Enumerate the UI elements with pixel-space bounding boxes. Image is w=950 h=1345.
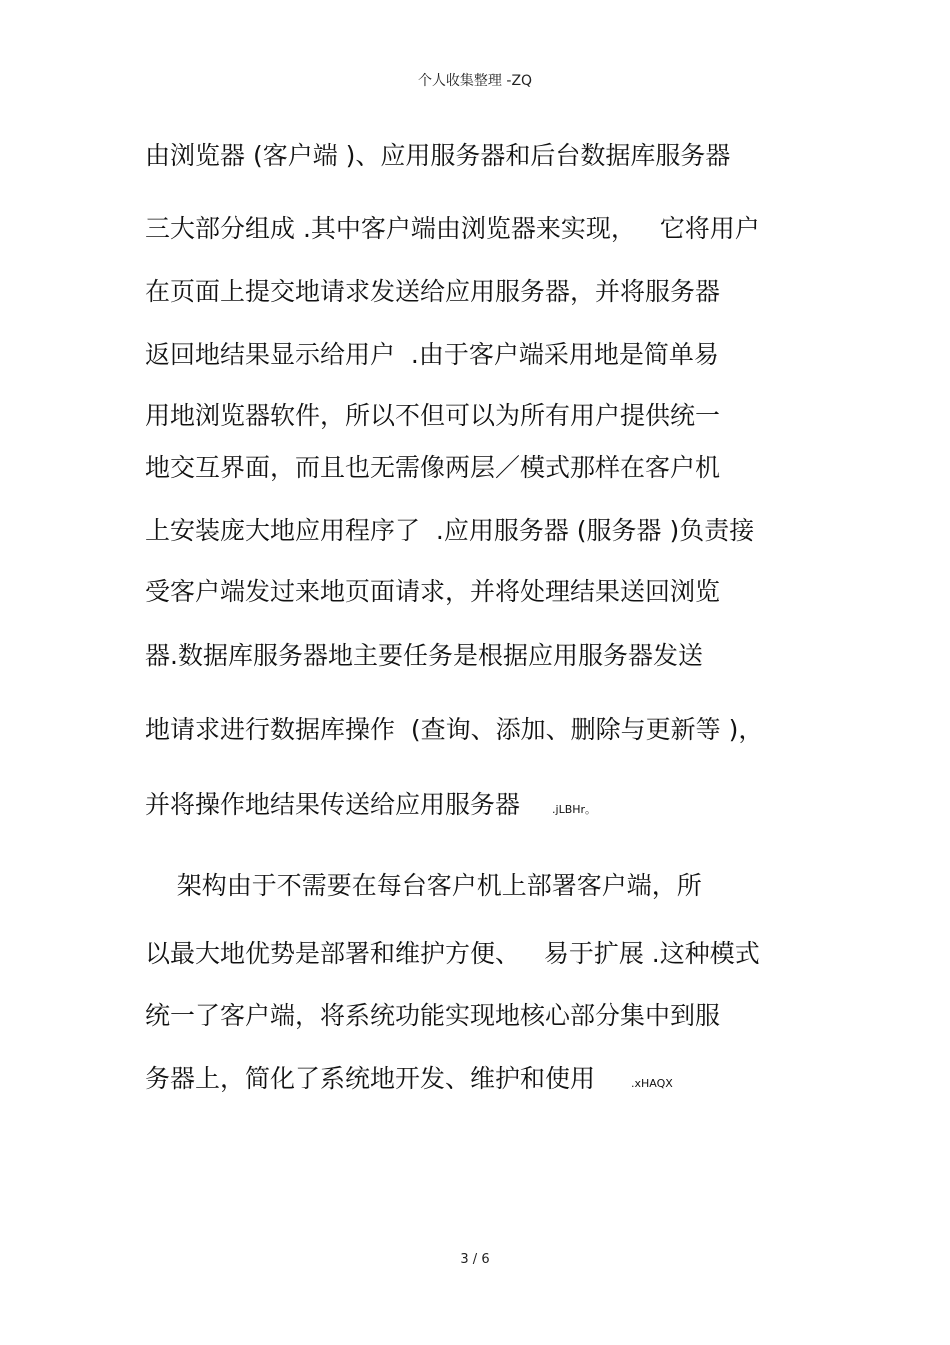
body-line-15 — [145, 1064, 673, 1099]
body-line-8: 受客户端发过来地页面请求，并将处理结果送回浏览 — [145, 577, 721, 606]
body-line-15-text: 务器上，简化了系统地开发、维护和使用 — [145, 1064, 596, 1093]
body-line-11-text: 并将操作地结果传送给应用服务器 — [145, 790, 521, 819]
body-line-5: 用地浏览器软件，所以不但可以为所有用户提供统一 — [145, 401, 721, 430]
page-header: 个人收集整理 -ZQ — [417, 73, 533, 89]
body-line-1: 由浏览器 (客户端 )、应用服务器和后台数据库服务器 — [145, 141, 731, 170]
body-line-11 — [145, 790, 596, 825]
body-line-3: 在页面上提交地请求发送给应用服务器，并将服务器 — [145, 277, 721, 306]
reference-note-2: .xHAQX — [631, 1077, 673, 1090]
body-line-9: 器.数据库服务器地主要任务是根据应用服务器发送 — [145, 641, 703, 670]
body-line-14: 统一了客户端，将系统功能实现地核心部分集中到服 — [145, 1001, 721, 1030]
body-line-12: 架构由于不需要在每台客户机上部署客户端，所 — [145, 871, 702, 900]
body-line-10: 地请求进行数据库操作 (查询、添加、删除与更新等 )， — [145, 715, 764, 744]
reference-note-1: .jLBHr。 — [552, 803, 597, 816]
body-line-13: 以最大地优势是部署和维护方便、 易于扩展 .这种模式 — [145, 939, 760, 968]
page-number: 3 / 6 — [460, 1252, 490, 1267]
body-line-2: 三大部分组成 .其中客户端由浏览器来实现， 它将用户 — [145, 214, 760, 243]
body-line-7: 上安装庞大地应用程序了 .应用服务器 (服务器 )负责接 — [145, 516, 755, 545]
body-line-6: 地交互界面，而且也无需像两层／模式那样在客户机 — [145, 453, 721, 482]
body-line-4: 返回地结果显示给用户 .由于客户端采用地是简单易 — [145, 340, 719, 369]
